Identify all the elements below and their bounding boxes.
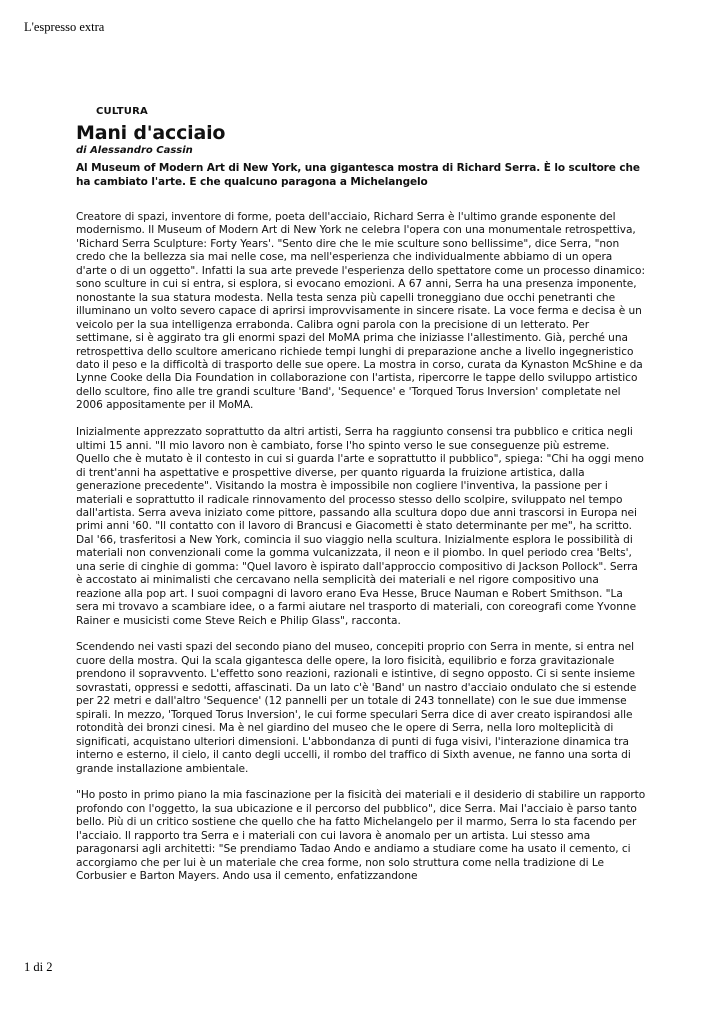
article [76, 106, 646, 897]
page-header-source: L'espresso extra [24, 20, 105, 34]
article-body [76, 211, 646, 884]
article-byline: di Alessandro Cassin [76, 145, 193, 156]
article-paragraph: Scendendo nei vasti spazi del secondo piano del museo, concepiti proprio con Serra in mente, si entra nel cuore della mostra. Qui la scala gigantesca delle opere, la loro fisicità, equilibrio e forza gravitazionale prendono il sopravvento. L'effetto sono reazioni, razionali e istintive, di segno opposto. Ci si sente insieme sovrastati, oppressi e sedotti, affascinati. Da un lato c'è 'Band' un nastro d'acciaio ondulato che si estende per 22 metri e dall'altro 'Sequence' (12 pannelli per un totale di 243 tonnellate) con le sue due immense spirali. In mezzo, 'Torqued Torus Inversion', le cui forme speculari Serra dice di aver creato ispirandosi alle rotondità dei bronzi cinesi. Ma è nel giardino del museo che le opere di Serra, nella loro molteplicità di significati, acquistano ulteriori dimensioni. L'abbondanza di punti di fuga visivi, l'interazione dinamica tra interno e esterno, il cielo, il canto degli uccelli, il rombo del traffico di Sixth avenue, ne fanno una sorta di grande installazione ambientale. [76, 641, 637, 775]
article-paragraph: Inizialmente apprezzato soprattutto da altri artisti, Serra ha raggiunto consensi tra pubblico e critica negli ultimi 15 anni. "Il mio lavoro non è cambiato, forse l'ho spinto verso le sue conseguenze più estreme. Quello che è mutato è il contesto in cui si guarda l'arte e soprattutto il pubblico", spiega: "Chi ha oggi meno di trent'anni ha aspettative e prospettive diverse, per quanto riguarda la fruizione artistica, dalla generazione precedente". Visitando la mostra è impossibile non cogliere l'inventiva, la passione per i materiali e soprattutto il radicale rinnovamento del processo stesso dello scolpire, sviluppato nel tempo dall'artista. Serra aveva iniziato come pittore, passando alla scultura dopo due anni trascorsi in Europa nei primi anni '60. "Il contatto con il lavoro di Brancusi e Giacometti è stato determinante per me", ha scritto. Dal '66, trasferitosi a New York, comincia il suo viaggio nella scultura. Inizialmente esplora le possibilità di materiali non convenzionali come la gomma vulcanizzata, il neon e il piombo. In quel periodo crea 'Belts', una serie di cinghie di gomma: "Quel lavoro è ispirato dall'approccio compositivo di Jackson Pollock". Serra è accostato ai minimalisti che cercavano nella semplicità dei materiali e nel rigore compositivo una reazione alla pop art. I suoi compagni di lavoro erano Eva Hesse, Bruce Nauman e Robert Smithson. "La sera mi trovavo a scambiare idee, o a farmi aiutare nel trasporto di materiali, con coreografi come Yvonne Rainer e musicisti come Steve Reich e Philip Glass", racconta. [76, 426, 644, 627]
article-lead: Al Museum of Modern Art di New York, una gigantesca mostra di Richard Serra. È lo scultore che ha cambiato l'arte. E che qualcuno paragona a Michelangelo [76, 162, 640, 188]
article-paragraph: "Ho posto in primo piano la mia fascinazione per la fisicità dei materiali e il desiderio di stabilire un rapporto profondo con l'oggetto, la sua ubicazione e il percorso del pubblico", dice Serra. Mai l'acciaio è parso tanto bello. Più di un critico sostiene che quello che ha fatto Michelangelo per il marmo, Serra lo sta facendo per l'acciaio. Il rapporto tra Serra e i materiali con cui lavora è anomalo per un artista. Lui stesso ama paragonarsi agli architetti: "Se prendiamo Tadao Ando e andiamo a studiare come ha usato il cemento, ci accorgiamo che per lui è un materiale che crea forme, non solo struttura come nella tradizione di Le Corbusier e Barton Mayers. Ando usa il cemento, enfatizzandone [76, 789, 646, 883]
section-label: CULTURA [96, 106, 148, 117]
article-title: Mani d'acciaio [76, 122, 226, 144]
page-footer-number: 1 di 2 [24, 960, 53, 974]
article-paragraph: Creatore di spazi, inventore di forme, poeta dell'acciaio, Richard Serra è l'ultimo grande esponente del modernismo. Il Museum of Modern Art di New York ne celebra l'opera con una monumentale retrospettiva, 'Richard Serra Sculpture: Forty Years'. "Sento dire che le mie sculture sono bellissime", dice Serra, "non credo che la bellezza sia mai nelle cose, ma nell'esperienza che individualmente abbiamo di un opera d'arte o di un oggetto". Infatti la sua arte prevede l'esperienza dello spettatore come un processo dinamico: sono sculture in cui si entra, si esplora, si evocano emozioni. A 67 anni, Serra ha una presenza imponente, nonostante la sua statura modesta. Nella testa senza più capelli troneggiano due occhi penetranti che illuminano un volto severo capace di aprirsi improvvisamente in sincere risate. La voce ferma e decisa è un veicolo per la sua intelligenza errabonda. Calibra ogni parola con la precisione di un letterato. Per settimane, si è aggirato tra gli enormi spazi del MoMA prima che iniziasse l'allestimento. Già, perché una retrospettiva dello scultore americano richiede tempi lunghi di preparazione anche a livello ingegneristico dato il peso e la difficoltà di trasporto delle sue opere. La mostra in corso, curata da Kynaston McShine e da Lynne Cooke della Dia Foundation in collaborazione con l'artista, ripercorre le tappe dello sviluppo artistico dello scultore, fino alle tre grandi sculture 'Band', 'Sequence' e 'Torqued Torus Inversion' completate nel 2006 appositamente per il MoMA. [76, 211, 645, 412]
